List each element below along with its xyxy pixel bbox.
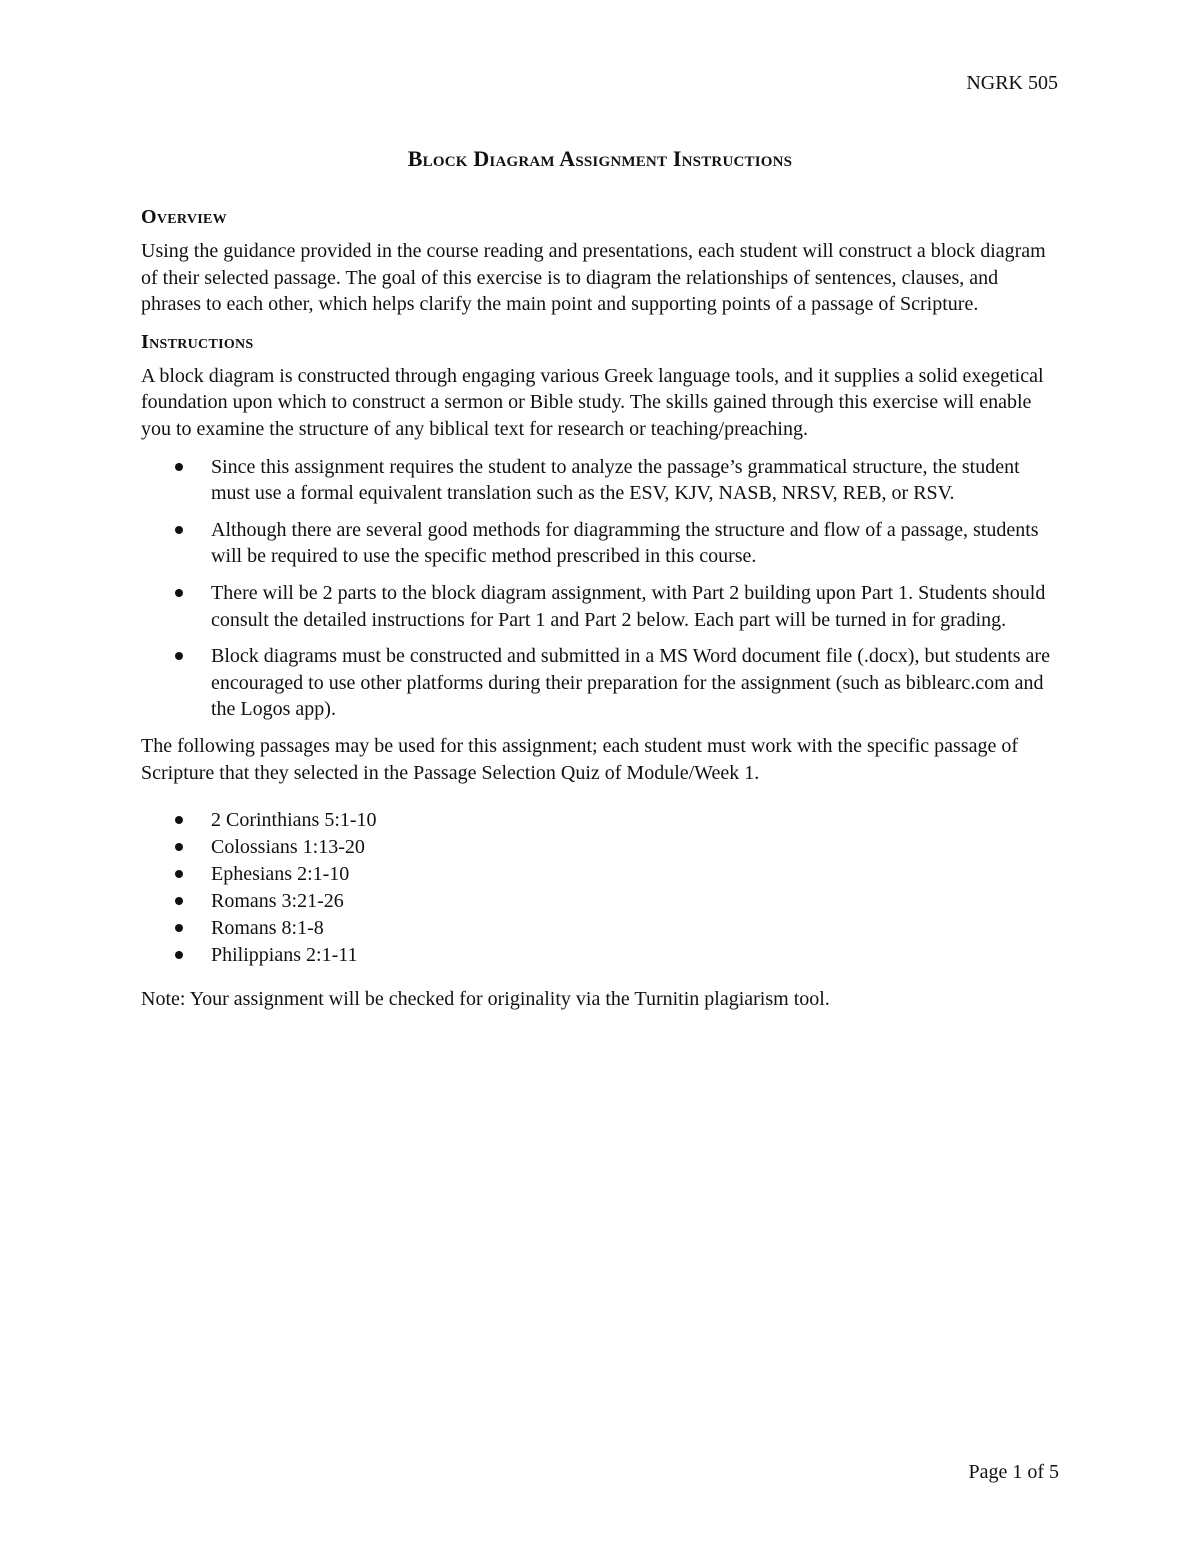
list-item: [211, 915, 1063, 942]
passage-reference: Romans 8:1-8: [211, 917, 324, 940]
document-body: [141, 204, 1063, 1024]
passages-intro-paragraph: The following passages may be used for this assignment; each student must work with the specific passage of Scripture that they selected in the Passage Selection Quiz of Module/Week 1.: [141, 734, 1019, 784]
list-item-text: Block diagrams must be constructed and submitted in a MS Word document file (.docx), but students are encouraged to use other platforms during their preparation for the assignment (such as biblearc.com and the Logos app).: [211, 645, 1050, 721]
overview-paragraph: Using the guidance provided in the course reading and presentations, each student will construct a block diagram of their selected passage. The goal of this exercise is to diagram the relationships of sentences, clauses, and phrases to each other, which helps clarify the main point and supporting points of a passage of Scripture.: [141, 240, 1046, 316]
bullet-icon: [175, 897, 183, 905]
bullet-icon: [175, 870, 183, 878]
passage-reference: Ephesians 2:1-10: [211, 863, 350, 886]
list-item: [211, 888, 1063, 915]
document-title: Block Diagram Assignment Instructions: [407, 146, 793, 171]
page-number: Page 1 of 5: [968, 1461, 1059, 1483]
instructions-intro-paragraph: A block diagram is constructed through engaging various Greek language tools, and it supplies a solid exegetical foundation upon which to construct a sermon or Bible study. The skills gained through this exercise will enable you to examine the structure of any biblical text for research or teaching/preaching.: [141, 364, 1044, 440]
passage-reference: Romans 3:21-26: [211, 890, 344, 913]
list-item: [211, 517, 1063, 570]
bullet-icon: [175, 589, 183, 597]
bullet-icon: [175, 526, 183, 534]
list-item-text: There will be 2 parts to the block diagram assignment, with Part 2 building upon Part 1. Students should consult the detailed instructions for Part 1 and Part 2 below. Each part will be turned in for grading.: [211, 581, 1046, 631]
bullet-icon: [175, 843, 183, 851]
passage-reference: Philippians 2:1-11: [211, 944, 358, 967]
bullet-icon: [175, 463, 183, 471]
passage-list: [141, 807, 1063, 969]
instructions-heading: Instructions: [141, 330, 254, 353]
list-item: [211, 580, 1063, 633]
list-item: [211, 643, 1063, 723]
bullet-icon: [175, 816, 183, 824]
requirements-list: [141, 454, 1063, 723]
list-item: [211, 861, 1063, 888]
list-item: [211, 454, 1063, 507]
list-item-text: Although there are several good methods for diagramming the structure and flow of a passage, students will be required to use the specific method prescribed in this course.: [211, 518, 1039, 568]
bullet-icon: [175, 652, 183, 660]
bullet-icon: [175, 924, 183, 932]
bullet-icon: [175, 951, 183, 959]
plagiarism-note: Note: Your assignment will be checked for originality via the Turnitin plagiarism tool.: [141, 988, 830, 1011]
passage-reference: 2 Corinthians 5:1-10: [211, 809, 377, 832]
list-item-text: Since this assignment requires the student to analyze the passage’s grammatical structure, the student must use a formal equivalent translation such as the ESV, KJV, NASB, NRSV, REB, or RSV.: [211, 455, 1020, 505]
list-item: [211, 942, 1063, 969]
overview-heading: Overview: [141, 206, 227, 228]
passage-reference: Colossians 1:13-20: [211, 836, 365, 859]
course-code: NGRK 505: [966, 72, 1058, 94]
list-item: [211, 834, 1063, 861]
list-item: [211, 807, 1063, 834]
